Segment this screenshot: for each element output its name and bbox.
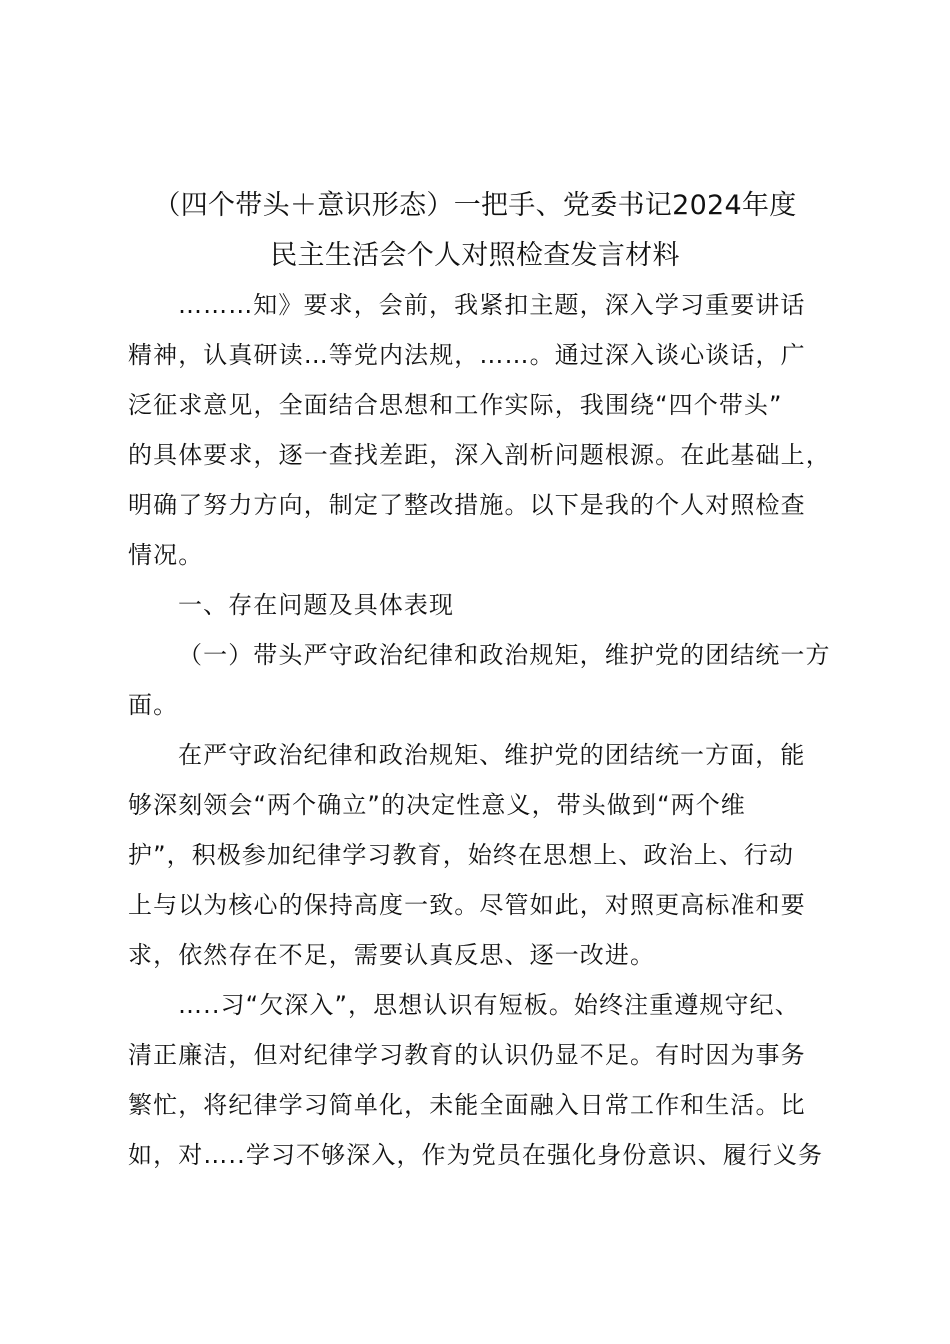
subsection-heading: （一）带头严守政治纪律和政治规矩，维护党的团结统一方 <box>178 641 831 669</box>
paragraph-line: 泛征求意见，全面结合思想和工作实际，我围绕“四个带头” <box>128 391 783 419</box>
paragraph-line: 够深刻领会“两个确立”的决定性意义，带头做到“两个维 <box>128 791 746 819</box>
paragraph-line: …..习“欠深入”，思想认识有短板。始终注重遵规守纪、 <box>178 991 800 1019</box>
paragraph-line: 求，依然存在不足，需要认真反思、逐一改进。 <box>128 941 656 969</box>
section-heading: 一、存在问题及具体表现 <box>178 591 455 619</box>
paragraph-line: 明确了努力方向，制定了整改措施。以下是我的个人对照检查 <box>128 491 806 519</box>
paragraph-line: 情况。 <box>128 541 204 569</box>
paragraph-line: 精神，认真研读…等党内法规，……。通过深入谈心谈话，广 <box>128 341 806 369</box>
document-title-line-2: 民主生活会个人对照检查发言材料 <box>270 240 680 271</box>
paragraph-line: ………知》要求，会前，我紧扣主题，深入学习重要讲话 <box>178 291 806 319</box>
paragraph-line: 清正廉洁，但对纪律学习教育的认识仍显不足。有时因为事务 <box>128 1041 806 1069</box>
document-title-line-1: （四个带头＋意识形态）一把手、党委书记2024年度 <box>153 190 797 221</box>
paragraph-line: 繁忙，将纪律学习简单化，未能全面融入日常工作和生活。比 <box>128 1091 806 1119</box>
subsection-heading: 面。 <box>128 691 179 719</box>
paragraph-line: 的具体要求，逐一查找差距，深入剖析问题根源。在此基础上， <box>128 441 831 469</box>
paragraph-line: 护”，积极参加纪律学习教育，始终在思想上、政治上、行动 <box>128 841 795 869</box>
paragraph-line: 如，对…..学习不够深入，作为党员在强化身份意识、履行义务 <box>128 1141 824 1169</box>
paragraph-line: 上与以为核心的保持高度一致。尽管如此，对照更高标准和要 <box>128 891 806 919</box>
paragraph-line: 在严守政治纪律和政治规矩、维护党的团结统一方面，能 <box>178 741 806 769</box>
